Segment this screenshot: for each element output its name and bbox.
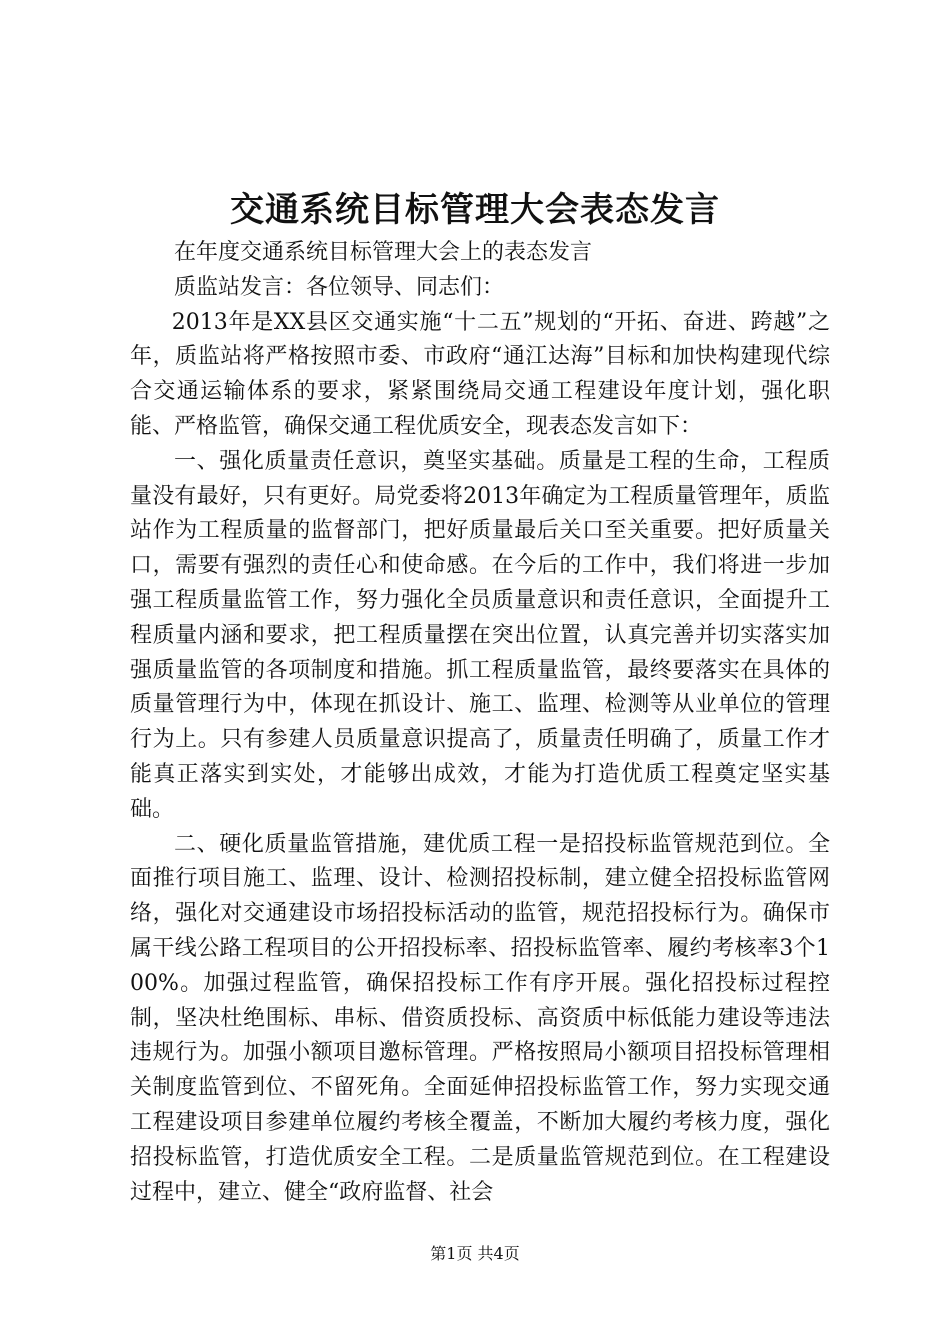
document-body	[130, 236, 830, 1210]
page-number-footer: 第1页 共4页	[430, 1244, 520, 1263]
paragraph-salutation: 质监站发言：各位领导、同志们：	[174, 274, 505, 300]
paragraph-section-1: 一、强化质量责任意识，奠坚实基础。质量是工程的生命，工程质量没有最好，只有更好。局党委将2013年确定为工程质量管理年，质监站作为工程质量的监督部门，把好质量最后关口至关重要。把好质量关口，需要有强烈的责任心和使命感。在今后的工作中，我们将进一步加强工程质量监管工作，努力强化全员质量意识和责任意识，全面提升工程质量内涵和要求，把工程质量摆在突出位置，认真完善并切实落实加强质量监管的各项制度和措施。抓工程质量监管，最终要落实在具体的质量管理行为中，体现在抓设计、施工、监理、检测等从业单位的管理行为上。只有参建人员质量意识提高了，质量责任明确了，质量工作才能真正落实到实处，才能够出成效，才能为打造优质工程奠定坚实基础。	[130, 448, 830, 822]
paragraph-subtitle: 在年度交通系统目标管理大会上的表态发言	[174, 240, 593, 265]
paragraph-intro: 2013年是XX县区交通实施“十二五”规划的“开拓、奋进、跨越”之年，质监站将严格按照市委、市政府“通江达海”目标和加快构建现代综合交通运输体系的要求，紧紧围绕局交通工程建设年度计划，强化职能、严格监管，确保交通工程优质安全，现表态发言如下：	[130, 309, 830, 439]
document-title: 交通系统目标管理大会表态发言	[230, 190, 720, 230]
paragraph-section-2: 二、硬化质量监管措施，建优质工程一是招投标监管规范到位。全面推行项目施工、监理、设计、检测招投标制，建立健全招投标监管网络，强化对交通建设市场招投标活动的监管，规范招投标行为。确保市属干线公路工程项目的公开招投标率、招投标监管率、履约考核率3个100%。加强过程监管，确保招投标工作有序开展。强化招投标过程控制，坚决杜绝围标、串标、借资质投标、高资质中标低能力建设等违法违规行为。加强小额项目邀标管理。严格按照局小额项目招投标管理相关制度监管到位、不留死角。全面延伸招投标监管工作，努力实现交通工程建设项目参建单位履约考核全覆盖，不断加大履约考核力度，强化招投标监管，打造优质安全工程。二是质量监管规范到位。在工程建设过程中，建立、健全“政府监督、社会	[130, 831, 830, 1205]
